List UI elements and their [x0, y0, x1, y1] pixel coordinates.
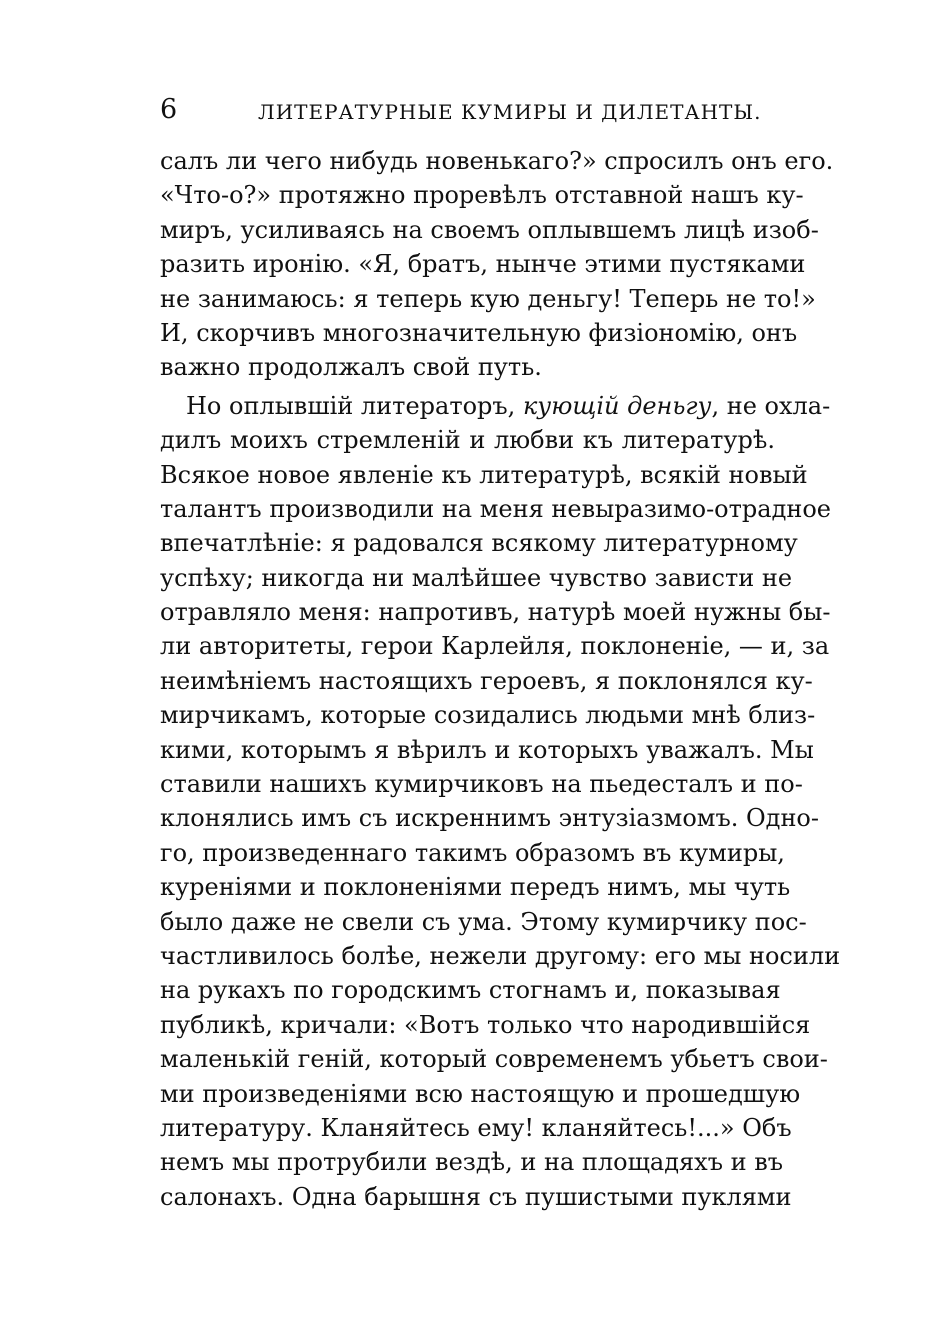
- text-line: го, произведеннаго такимъ образомъ въ кумиры,: [160, 838, 785, 867]
- text-line: «Что-о?» протяжно проревѣлъ отставной нашъ ку-: [160, 181, 804, 210]
- text-line: маленькій геній, который современемъ убьетъ свои-: [160, 1045, 828, 1074]
- text-line: ми произведеніями всю настоящую и прошедшую: [160, 1079, 801, 1108]
- text-line: И, скорчивъ многозначительную физіономію, онъ: [160, 318, 798, 347]
- page-number: 6: [160, 94, 178, 125]
- text-line: ли авторитеты, герои Карлейля, поклоненіе, — и, за: [160, 632, 830, 661]
- text-line: немъ мы протрубили вездѣ, и на площадяхъ и въ: [160, 1148, 783, 1177]
- text-line: мирчикамъ, которые созидались людьми мнѣ близ-: [160, 701, 816, 730]
- text-line: впечатлѣніе: я радовался всякому литературному: [160, 529, 798, 558]
- text-line: салъ ли чего нибудь новенькаго?» спросилъ онъ его.: [160, 147, 834, 175]
- italic-phrase: кующій деньгу: [522, 391, 712, 420]
- text-line: Всякое новое явленіе къ литературѣ, всякій новый: [160, 460, 808, 489]
- text-line: не занимаюсь: я теперь кую деньгу! Теперь не то!»: [160, 284, 816, 313]
- text-line: дилъ моихъ стремленій и любви къ литературѣ.: [160, 426, 775, 455]
- text-line: литературу. Кланяйтесь ему! кланяйтесь!...» Объ: [160, 1113, 792, 1142]
- text-line: миръ, усиливаясь на своемъ оплывшемъ лицѣ изоб-: [160, 215, 819, 244]
- text-line: куреніями и поклоненіями передъ нимъ, мы чуть: [160, 873, 791, 902]
- page-header: [160, 92, 775, 132]
- text-line: важно продолжалъ свой путь.: [160, 353, 542, 382]
- text-line: разить иронію. «Я, братъ, нынче этими пустяками: [160, 250, 806, 279]
- text-line: салонахъ. Одна барышня съ пушистыми пуклями: [160, 1182, 792, 1211]
- text-line: отравляло меня: напротивъ, натурѣ моей нужны бы-: [160, 598, 831, 627]
- text-run: , не охла-: [711, 391, 831, 420]
- text-line: кими, которымъ я вѣрилъ и которыхъ уважалъ. Мы: [160, 735, 814, 764]
- running-head: ЛИТЕРАТУРНЫЕ КУМИРЫ И ДИЛЕТАНТЫ.: [258, 100, 762, 124]
- text-line: неимѣніемъ настоящихъ героевъ, я поклонялся ку-: [160, 666, 813, 695]
- text-line: успѣху; никогда ни малѣйшее чувство зависти не: [160, 563, 793, 592]
- text-line: клонялись имъ съ искреннимъ энтузіазмомъ. Одно-: [160, 804, 819, 833]
- body-text: [160, 144, 841, 1214]
- text-line: частливилось болѣе, нежели другому: его мы носили: [160, 941, 841, 970]
- paragraph-first-line: [160, 389, 831, 423]
- text-line: ставили нашихъ кумирчиковъ на пьедесталъ и по-: [160, 770, 803, 799]
- text-run: Но оплывшій литераторъ,: [186, 391, 523, 420]
- text-line: было даже не свели съ ума. Этому кумирчику пос-: [160, 907, 807, 936]
- text-line: на рукахъ по городскимъ стогнамъ и, показывая: [160, 976, 781, 1005]
- text-line: талантъ производили на меня невыразимо-отрадное: [160, 494, 832, 523]
- text-line: публикѣ, кричали: «Вотъ только что народившійся: [160, 1010, 811, 1039]
